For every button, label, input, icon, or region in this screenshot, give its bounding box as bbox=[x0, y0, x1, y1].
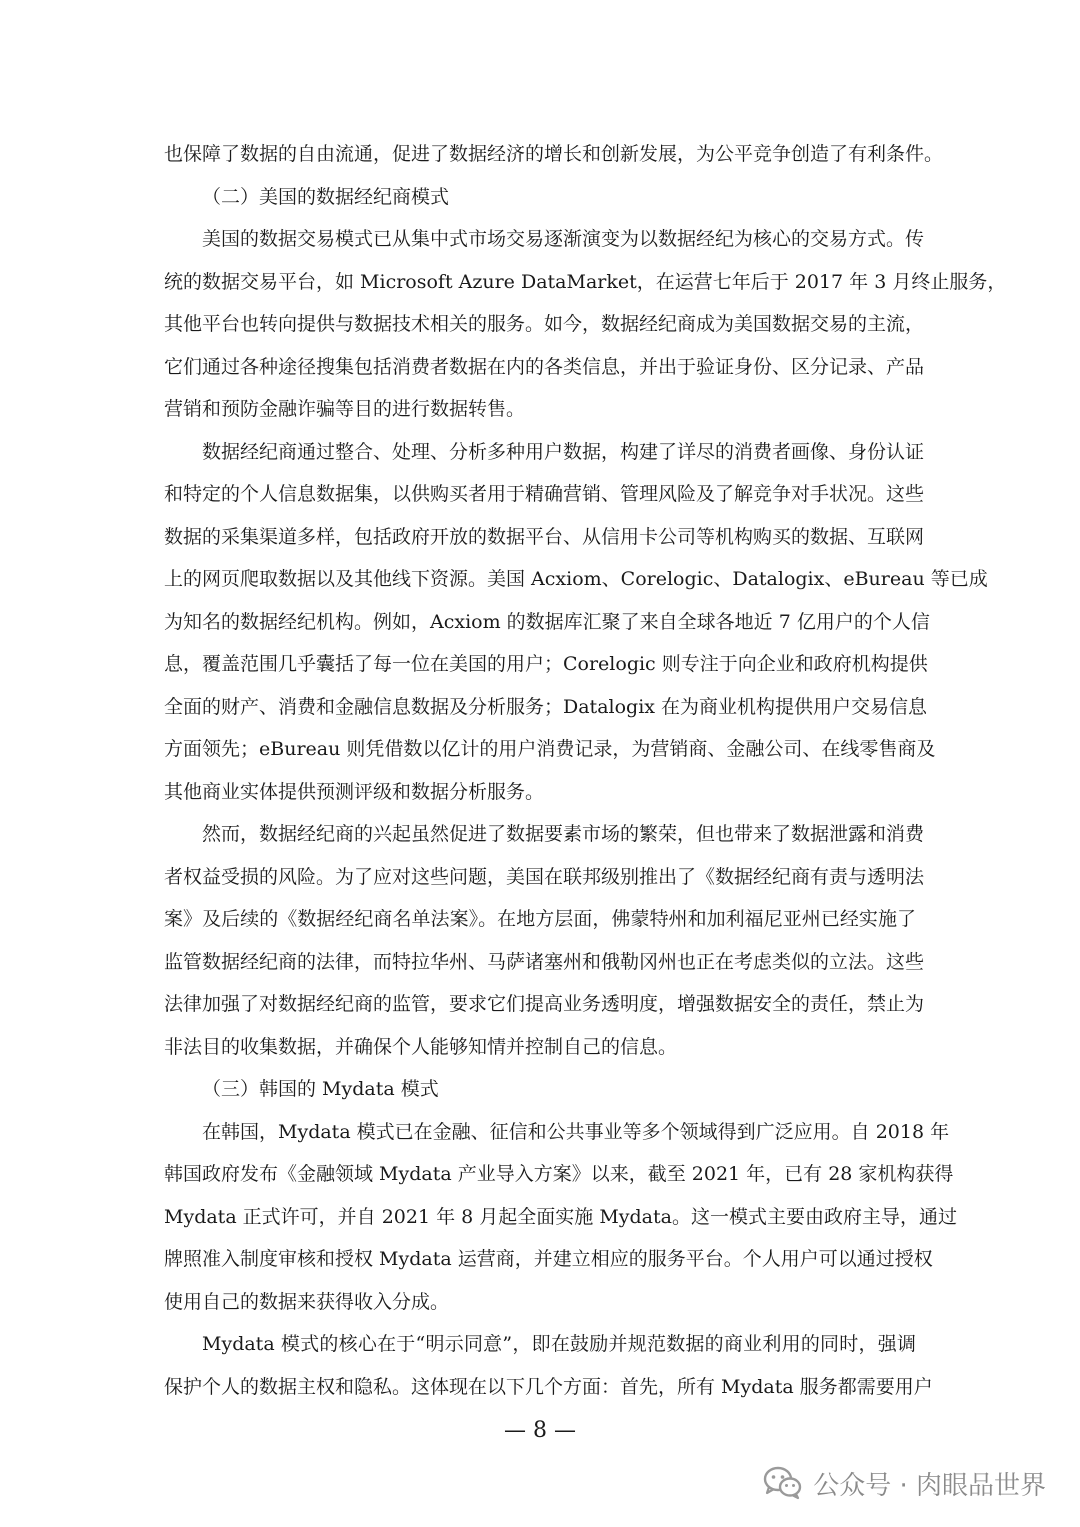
text-line: 也保障了数据的自由流通，促进了数据经济的增长和创新发展，为公平竞争创造了有利条件。 bbox=[164, 143, 944, 165]
text-line: Mydata 正式许可，并自 2021 年 8 月起全面实施 Mydata。这一模式主要由政府主导，通过 bbox=[164, 1205, 957, 1228]
text-line: 为知名的数据经纪机构。例如，Acxiom 的数据库汇聚了来自全球各地近 7 亿用户的个人信 bbox=[164, 610, 930, 633]
text-line: 在韩国，Mydata 模式已在金融、征信和公共事业等多个领域得到广泛应用。自 2018 年 bbox=[202, 1120, 950, 1143]
text-line: 上的网页爬取数据以及其他线下资源。美国 Acxiom、Corelogic、Datalogix、eBureau 等已成 bbox=[164, 568, 988, 590]
text-line: 方面领先；eBureau 则凭借数以亿计的用户消费记录，为营销商、金融公司、在线零售商及 bbox=[164, 738, 936, 760]
text-line: 监管数据经纪商的法律，而特拉华州、马萨诸塞州和俄勒冈州也正在考虑类似的立法。这些 bbox=[164, 950, 925, 973]
page-number: — 8 — bbox=[504, 1418, 576, 1443]
text-line: 韩国政府发布《金融领域 Mydata 产业导入方案》以来，截至 2021 年，已有 28 家机构获得 bbox=[164, 1163, 954, 1185]
text-line: 案》及后续的《数据经纪商名单法案》。在地方层面，佛蒙特州和加利福尼亚州已经实施了 bbox=[164, 908, 916, 930]
text-line: 非法目的收集数据，并确保个人能够知情并控制自己的信息。 bbox=[164, 1035, 678, 1058]
text-line: 其他商业实体提供预测评级和数据分析服务。 bbox=[164, 780, 545, 803]
wechat-icon bbox=[763, 1466, 803, 1500]
text-line: Mydata 模式的核心在于“明示同意”，即在鼓励并规范数据的商业利用的同时，强调 bbox=[202, 1333, 916, 1355]
watermark bbox=[763, 1462, 1046, 1504]
text-line: 保护个人的数据主权和隐私。这体现在以下几个方面：首先，所有 Mydata 服务都需要用户 bbox=[164, 1375, 933, 1398]
text-line: 美国的数据交易模式已从集中式市场交易逐渐演变为以数据经纪为核心的交易方式。传 bbox=[202, 228, 925, 250]
text-line: 全面的财产、消费和金融信息数据及分析服务；Datalogix 在为商业机构提供用户交易信息 bbox=[164, 695, 928, 718]
text-line: 然而，数据经纪商的兴起虽然促进了数据要素市场的繁荣，但也带来了数据泄露和消费 bbox=[202, 823, 925, 845]
text-line: 营销和预防金融诈骗等目的进行数据转售。 bbox=[164, 398, 526, 420]
text-line: 牌照准入制度审核和授权 Mydata 运营商，并建立相应的服务平台。个人用户可以通过授权 bbox=[164, 1248, 933, 1270]
text-line: 数据的采集渠道多样，包括政府开放的数据平台、从信用卡公司等机构购买的数据、互联网 bbox=[164, 525, 925, 548]
text-line: 数据经纪商通过整合、处理、分析多种用户数据，构建了详尽的消费者画像、身份认证 bbox=[202, 440, 925, 463]
watermark-text: 公众号 · 肉眼品世界 bbox=[813, 1470, 1046, 1501]
text-line: 息，覆盖范围几乎囊括了每一位在美国的用户；Corelogic 则专注于向企业和政府机构提供 bbox=[164, 653, 928, 675]
section-heading: （二）美国的数据经纪商模式 bbox=[202, 185, 450, 208]
text-line: 者权益受损的风险。为了应对这些问题，美国在联邦级别推出了《数据经纪商有责与透明法 bbox=[164, 865, 925, 888]
section-heading: （三）韩国的 Mydata 模式 bbox=[202, 1078, 439, 1100]
body-text bbox=[164, 133, 1007, 1408]
text-line: 统的数据交易平台，如 Microsoft Azure DataMarket，在运营七年后于 2017 年 3 月终止服务， bbox=[164, 270, 1007, 293]
text-line: 法律加强了对数据经纪商的监管，要求它们提高业务透明度，增强数据安全的责任，禁止为 bbox=[164, 993, 925, 1015]
text-line: 其他平台也转向提供与数据技术相关的服务。如今，数据经纪商成为美国数据交易的主流， bbox=[164, 313, 925, 335]
text-line: 和特定的个人信息数据集，以供购买者用于精确营销、管理风险及了解竞争对手状况。这些 bbox=[164, 483, 925, 505]
text-line: 它们通过各种途径搜集包括消费者数据在内的各类信息，并出于验证身份、区分记录、产品 bbox=[164, 355, 925, 378]
text-line: 使用自己的数据来获得收入分成。 bbox=[164, 1290, 450, 1313]
